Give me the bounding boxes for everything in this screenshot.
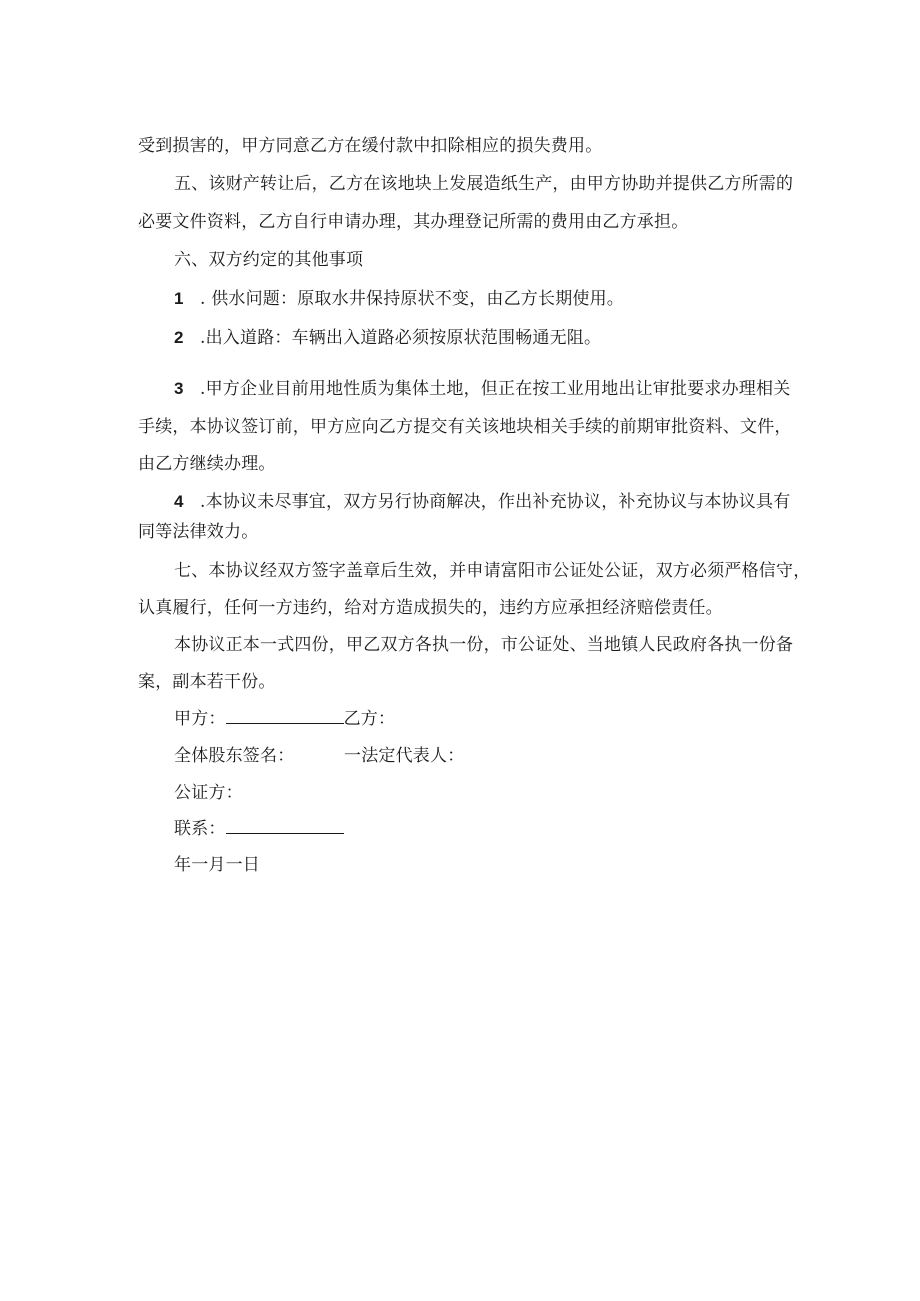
clause-6-item-3-line-1 bbox=[174, 378, 790, 400]
item-text: .甲方企业目前用地性质为集体土地，但正在按工业用地出让审批要求办理相关 bbox=[200, 379, 791, 399]
clause-5-line-2: 必要文件资料，乙方自行申请办理，其办理登记所需的费用由乙方承担。 bbox=[138, 212, 689, 232]
party-b-label: 乙方： bbox=[343, 709, 396, 729]
item-text: .出入道路：车辆出入道路必须按原状范围畅通无阻。 bbox=[200, 328, 602, 348]
clause-6-item-3-line-3: 由乙方继续办理。 bbox=[138, 454, 276, 474]
clause-6-heading: 六、双方约定的其他事项 bbox=[174, 250, 364, 270]
clause-6-item-4-line-2: 同等法律效力。 bbox=[138, 522, 259, 542]
party-a-label: 甲方： bbox=[174, 709, 226, 729]
clause-6-item-1 bbox=[174, 288, 624, 310]
contact-blank-line bbox=[226, 818, 344, 834]
item-text: . 供水问题：原取水井保持原状不变，由乙方长期使用。 bbox=[200, 289, 625, 309]
clause-6-item-3-line-2: 手续，本协议签订前，甲方应向乙方提交有关该地块相关手续的前期审批资料、文件， bbox=[138, 417, 792, 437]
clause-6-item-2 bbox=[174, 327, 601, 349]
clause-7-line-2: 认真履行，任何一方违约，给对方造成损失的，违约方应承担经济赔偿责任。 bbox=[138, 598, 723, 618]
item-number: 1 bbox=[174, 289, 184, 308]
clause-5-line-1: 五、该财产转让后，乙方在该地块上发展造纸生产，由甲方协助并提供乙方所需的 bbox=[174, 174, 794, 194]
shareholders-label: 全体股东签名： bbox=[174, 746, 295, 766]
notary-label: 公证方： bbox=[174, 783, 243, 803]
signature-parties-row bbox=[174, 708, 395, 730]
shareholders-row bbox=[174, 745, 294, 767]
item-number: 2 bbox=[174, 328, 184, 347]
date-label: 年一月一日 bbox=[174, 855, 260, 875]
item-number: 3 bbox=[174, 379, 184, 398]
item-number: 4 bbox=[174, 492, 184, 511]
clause-6-item-4-line-1 bbox=[174, 491, 790, 513]
contact-label: 联系： bbox=[174, 819, 226, 839]
contact-row bbox=[174, 818, 344, 840]
clause-4-tail: 受到损害的，甲方同意乙方在缓付款中扣除相应的损失费用。 bbox=[138, 136, 603, 156]
legal-rep-label: 一法定代表人： bbox=[344, 746, 465, 766]
party-a-blank-line bbox=[226, 708, 344, 724]
clause-7-line-1: 七、本协议经双方签字盖章后生效，并申请富阳市公证处公证，双方必须严格信守， bbox=[174, 561, 811, 581]
copies-line-1: 本协议正本一式四份，甲乙双方各执一份，市公证处、当地镇人民政府各执一份备 bbox=[174, 635, 794, 655]
copies-line-2: 案，副本若干份。 bbox=[138, 672, 276, 692]
item-text: .本协议未尽事宜，双方另行协商解决，作出补充协议，补充协议与本协议具有 bbox=[200, 492, 791, 512]
